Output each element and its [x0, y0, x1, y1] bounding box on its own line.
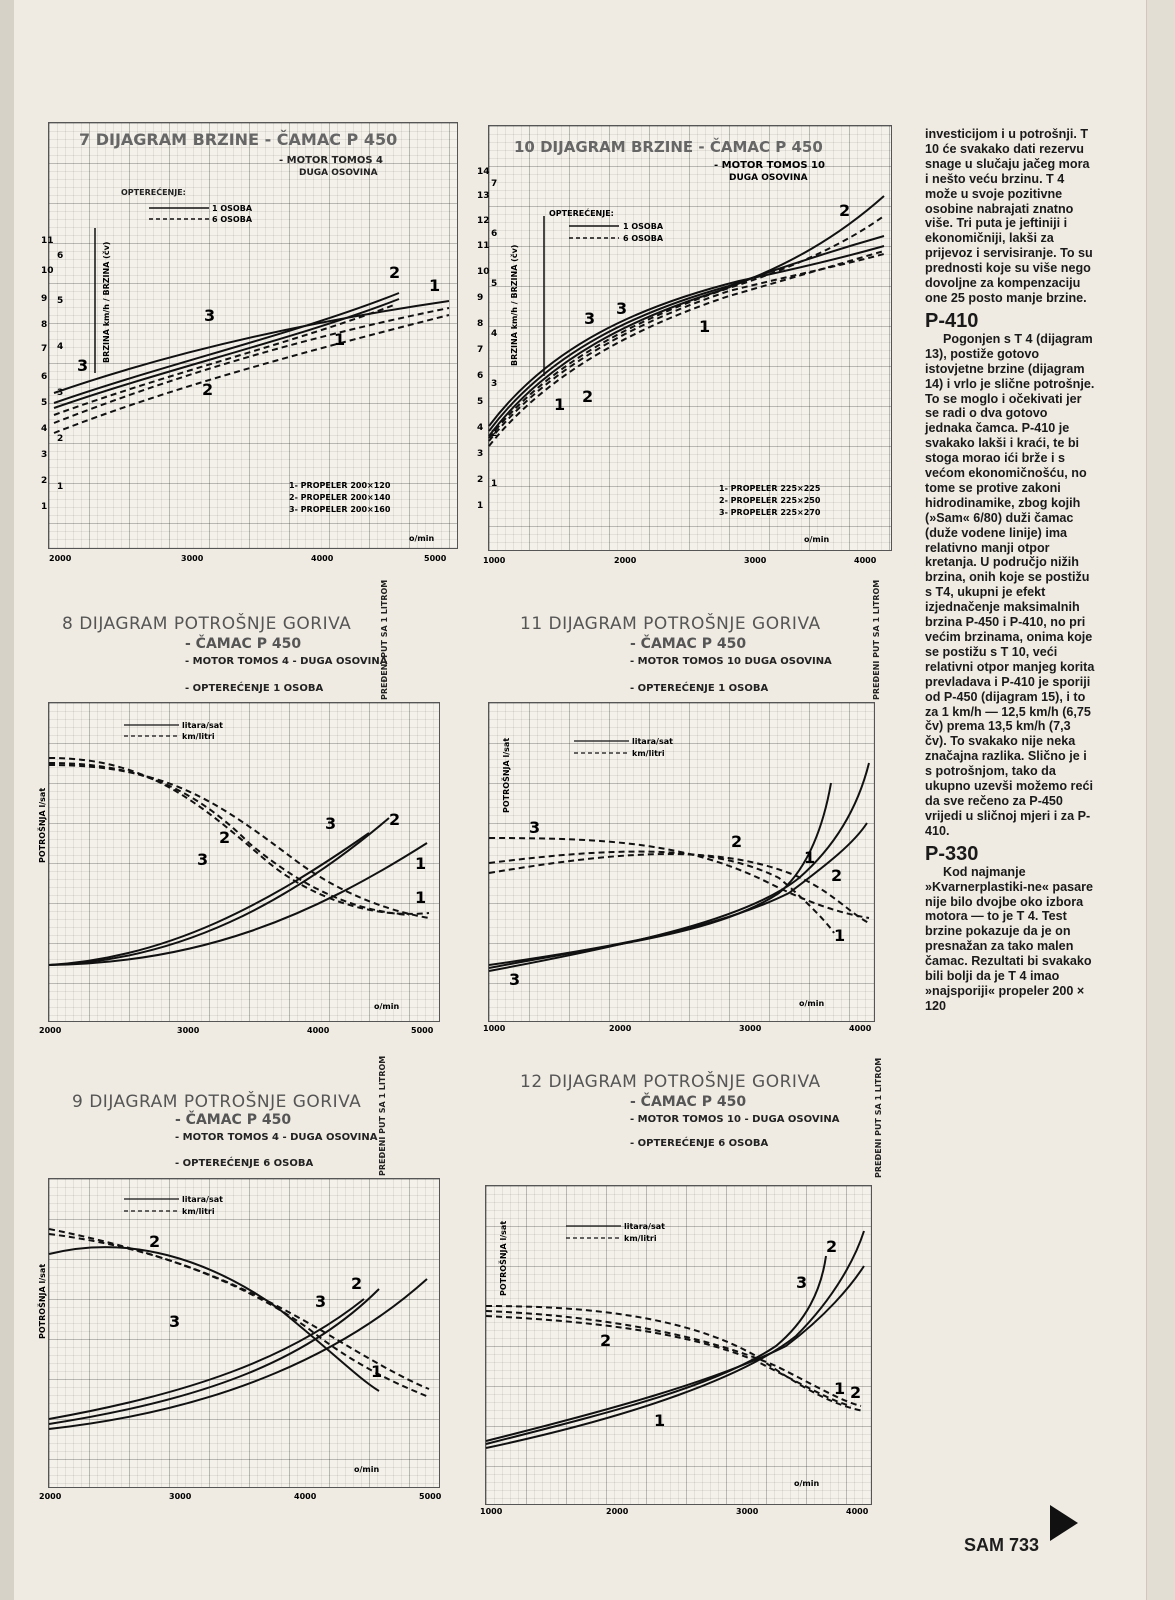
x-tick: 2000	[39, 1026, 62, 1035]
article-paragraph-2: Pogonjen s T 4 (dijagram 13), postiže gotovo istovjetne brzine (dijagram 14) i vrlo je slične potrošnje. To se moglo i očekivati jer se radi o dva gotovo jednaka čamca. P-410 je svakako lakši i kraći, te bi stoga morao ići brže i s većom ekonomičnošću, no tome se protive zakoni hidrodinamike, zbog kojih (»Sam« 6/80) duži čamac (duže vodene linije) ima relativno manji otpor kretanja. U područjo nižih brzina, onih koje se postižu s T4, ukupni je efekt izjednačenje maksimalnih brzina P-450 i P-410, no pri većim brzinama, onima koje se postižu s T 10, veći relativni otpor manjeg korita prevladava i P-410 je sporiji od P-450 (dijagram 15), i to za 1 km/h — 12,5 km/h (6,75 čv) prema 13,5 km/h (7,3 čv). To svakako nije neka značajna razlika. Slično je i s potrošnjom, tako da ukupno uzevši možemo reći da sve rečeno za P-450 vrijedi u sličnoj mjeri i za P-410.	[925, 331, 1095, 838]
article-column	[925, 127, 1095, 1014]
y-tick: 1	[477, 501, 484, 511]
y-tick: 10	[41, 266, 54, 276]
curve-label: 1	[415, 854, 427, 873]
curve-label: 1	[371, 1362, 383, 1381]
chart-9-ylabel-right: PREĐENI PUT SA 1 LITROM	[378, 1055, 387, 1176]
curve-label: 2	[149, 1232, 161, 1251]
chart-11-legend-2: km/litri	[632, 749, 665, 758]
curve-label: 3	[204, 306, 216, 325]
y-tick: 1	[41, 502, 48, 512]
chart-12-subtitle-1: - ČAMAC P 450	[630, 1094, 747, 1110]
y-tick: 7	[41, 344, 48, 354]
x-tick: 3000	[739, 1024, 762, 1033]
y-tick: 9	[41, 294, 48, 304]
chart-9-x-ticks	[39, 1492, 442, 1501]
x-tick: 2000	[614, 556, 637, 565]
chart-10-subtitle-2: DUGA OSOVINA	[729, 173, 808, 183]
chart-11-plot	[483, 703, 874, 1033]
propeler-label: 2- PROPELER 200×140	[289, 493, 391, 502]
chart-7-ylabel: BRZINA km/h / BRZINA (čv)	[102, 241, 111, 363]
chart-7-legend-2: 6 OSOBA	[212, 215, 253, 224]
x-tick: 2000	[606, 1507, 629, 1516]
series-line	[489, 246, 884, 426]
series-line	[489, 783, 831, 968]
x-tick: 1000	[483, 1024, 506, 1033]
curve-label: 3	[325, 814, 337, 833]
y-tick: 5	[41, 398, 48, 408]
series-line	[489, 196, 884, 436]
chart-10-x-unit: o/min	[804, 535, 830, 544]
series-line	[489, 216, 884, 438]
y-tick-kn: 6	[57, 251, 64, 261]
curve-label: 1	[804, 848, 816, 867]
y-tick-kn: 6	[491, 229, 498, 239]
page-edge	[0, 0, 14, 1600]
x-tick: 5000	[419, 1492, 442, 1501]
x-tick: 1000	[483, 556, 506, 565]
chart-9-x-unit: o/min	[354, 1465, 380, 1474]
chart-11-ylabel-left: POTROŠNJA l/sat	[502, 737, 511, 813]
chart-8-x-ticks	[39, 1026, 434, 1035]
y-tick-kn: 3	[57, 388, 64, 398]
chart-10-subtitle-1: - MOTOR TOMOS 10	[714, 160, 825, 171]
chart-10-legend-heading: OPTEREĆENJE:	[549, 209, 614, 218]
chart-10-ylabel: BRZINA km/h / BRZINA (čv)	[510, 244, 519, 366]
chart-11-fuel	[483, 702, 875, 1033]
x-tick: 5000	[424, 554, 447, 563]
series-line	[49, 758, 429, 914]
curve-label: 1	[699, 317, 711, 336]
curve-label: 2	[389, 263, 401, 282]
y-tick: 3	[477, 449, 484, 459]
y-tick: 6	[41, 372, 48, 382]
chart-9-series	[49, 1229, 429, 1429]
chart-12-legend-2: km/litri	[624, 1234, 657, 1243]
chart-11-title: 11 DIJAGRAM POTROŠNJE GORIVA	[520, 614, 821, 634]
x-tick: 3000	[744, 556, 767, 565]
x-tick: 2000	[49, 554, 72, 563]
series-line	[49, 1299, 364, 1419]
chart-9-plot	[38, 1179, 442, 1501]
y-tick: 6	[477, 371, 484, 381]
y-tick: 14	[477, 167, 490, 177]
x-tick: 1000	[480, 1507, 503, 1516]
x-tick: 4000	[854, 556, 877, 565]
page-margin	[1146, 0, 1175, 1600]
series-line	[49, 765, 429, 918]
chart-12-x-ticks	[480, 1507, 869, 1516]
chart-7-speed	[41, 122, 458, 563]
curve-label: 1	[654, 1411, 666, 1430]
chart-10-propellers	[719, 484, 821, 517]
chart-8-subtitle-2: - MOTOR TOMOS 4 - DUGA OSOVINA	[185, 656, 388, 667]
series-line	[489, 236, 884, 431]
curve-label: 2	[826, 1237, 838, 1256]
x-tick: 5000	[411, 1026, 434, 1035]
curve-label: 2	[600, 1331, 612, 1350]
x-tick: 4000	[294, 1492, 317, 1501]
curve-label: 2	[839, 201, 851, 220]
curve-label: 2	[202, 380, 214, 399]
x-tick: 2000	[609, 1024, 632, 1033]
chart-12-title: 12 DIJAGRAM POTROŠNJE GORIVA	[520, 1072, 821, 1092]
chart-7-plot	[41, 123, 457, 563]
chart-10-legend-1: 1 OSOBA	[623, 222, 664, 231]
series-line	[486, 1231, 864, 1448]
curve-label: 2	[850, 1383, 862, 1402]
series-line	[49, 1289, 379, 1424]
chart-10-y-ticks	[477, 167, 497, 511]
chart-8-subtitle-3: - OPTEREĆENJE 1 OSOBA	[185, 683, 324, 694]
chart-8-curve-labels	[197, 810, 426, 907]
x-tick: 4000	[846, 1507, 869, 1516]
curve-label: 3	[315, 1292, 327, 1311]
chart-9-subtitle-3: - OPTEREĆENJE 6 OSOBA	[175, 1158, 314, 1169]
curve-label: 3	[509, 970, 521, 989]
y-tick-kn: 2	[491, 429, 498, 439]
chart-7-series	[54, 293, 449, 433]
x-tick: 4000	[849, 1024, 872, 1033]
chart-7-x-unit: o/min	[409, 534, 435, 543]
y-tick: 7	[477, 345, 484, 355]
propeler-label: 1- PROPELER 200×120	[289, 481, 391, 490]
curve-label: 2	[831, 866, 843, 885]
chart-9-legend-1: litara/sat	[182, 1195, 223, 1204]
x-tick: 3000	[169, 1492, 192, 1501]
chart-12-subtitle-3: - OPTEREĆENJE 6 OSOBA	[630, 1138, 769, 1149]
y-tick-kn: 1	[491, 479, 498, 489]
propeler-label: 2- PROPELER 225×250	[719, 496, 821, 505]
curve-label: 2	[219, 828, 231, 847]
curve-label: 2	[582, 387, 594, 406]
chart-10-title: 10 DIJAGRAM BRZINE - ČAMAC P 450	[514, 138, 823, 156]
y-tick: 11	[41, 236, 54, 246]
chart-11-subtitle-2: - MOTOR TOMOS 10 DUGA OSOVINA	[630, 656, 832, 667]
y-tick: 8	[477, 319, 484, 329]
chart-10-x-ticks	[483, 556, 877, 565]
chart-10-curve-labels	[554, 201, 850, 414]
chart-8-legend-2: km/litri	[182, 732, 215, 741]
chart-10-series	[489, 196, 884, 446]
chart-8-ylabel-left: POTROŠNJA l/sat	[38, 787, 47, 863]
chart-7-title: 7 DIJAGRAM BRZINE - ČAMAC P 450	[79, 130, 398, 149]
curve-label: 3	[197, 850, 209, 869]
curve-label: 3	[77, 356, 89, 375]
curve-label: 2	[389, 810, 401, 829]
y-tick: 9	[477, 293, 484, 303]
y-tick: 13	[477, 191, 490, 201]
x-tick: 4000	[311, 554, 334, 563]
series-line	[49, 833, 369, 965]
curve-label: 3	[616, 299, 628, 318]
curve-label: 2	[731, 832, 743, 851]
chart-11-subtitle-1: - ČAMAC P 450	[630, 636, 747, 652]
propeler-label: 3- PROPELER 200×160	[289, 505, 391, 514]
propeler-label: 3- PROPELER 225×270	[719, 508, 821, 517]
series-line	[489, 852, 834, 933]
y-tick: 11	[477, 241, 490, 251]
series-line	[489, 251, 884, 446]
curve-label: 1	[834, 1379, 846, 1398]
y-tick-kn: 1	[57, 482, 64, 492]
curve-label: 1	[415, 888, 427, 907]
chart-9-subtitle-2: - MOTOR TOMOS 4 - DUGA OSOVINA	[175, 1132, 378, 1143]
article-paragraph-3: Kod najmanje »Kvarnerplastiki-ne« pasare nije bilo dvojbe oko izbora motora — to je T 4. Test brzine pokazuje da je on presnažan za tako malen čamac. Rezultati bi svakako bili bolji da je T 4 imao »najsporiji« propeler 200 × 120	[925, 864, 1094, 1013]
chart-12-x-unit: o/min	[794, 1479, 820, 1488]
chart-8-series	[49, 758, 429, 965]
chart-11-x-unit: o/min	[799, 999, 825, 1008]
y-tick-kn: 3	[491, 379, 498, 389]
chart-10-plot	[477, 126, 891, 565]
y-tick: 5	[477, 397, 484, 407]
x-tick: 4000	[307, 1026, 330, 1035]
chart-8-title: 8 DIJAGRAM POTROŠNJE GORIVA	[62, 614, 352, 634]
series-line	[486, 1266, 864, 1441]
y-tick: 2	[41, 476, 48, 486]
chart-11-curve-labels	[509, 818, 845, 989]
series-line	[486, 1316, 851, 1406]
chart-8-plot	[38, 703, 439, 1035]
chart-10-legend-2: 6 OSOBA	[623, 234, 664, 243]
curve-label: 3	[529, 818, 541, 837]
y-tick-kn: 4	[57, 342, 64, 352]
propeler-label: 1- PROPELER 225×225	[719, 484, 821, 493]
chart-11-x-ticks	[483, 1024, 872, 1033]
series-line	[54, 308, 449, 423]
chart-9-ylabel-left: POTROŠNJA l/sat	[38, 1263, 47, 1339]
series-line	[489, 823, 867, 965]
chart-7-propellers	[289, 481, 391, 514]
y-tick-kn: 7	[491, 179, 498, 189]
chart-8-fuel	[38, 702, 440, 1035]
curve-label: 3	[169, 1312, 181, 1331]
chart-12-series	[486, 1231, 864, 1448]
x-tick: 2000	[39, 1492, 62, 1501]
chart-8-x-unit: o/min	[374, 1002, 400, 1011]
chart-9-title: 9 DIJAGRAM POTROŠNJE GORIVA	[72, 1092, 362, 1112]
series-line	[489, 763, 869, 971]
x-tick: 3000	[181, 554, 204, 563]
y-tick: 4	[41, 424, 48, 434]
section-heading-p410: P-410	[925, 309, 979, 332]
chart-11-legend-1: litara/sat	[632, 737, 673, 746]
article-paragraph-1: investicijom i u potrošnji. T 10 će svakako dati rezervu snage u slučaju jačeg mora i nešto veću brzinu. T 4 može u svoje pozitivne osobine nabrajati znatno više. Tri puta je jeftiniji i ekonomičniji, lakši za prijevoz i servisiranje. To su prednosti koje su više nego dovoljne za kompenzaciju one 25 posto manje brzine.	[925, 127, 1093, 305]
curve-label: 1	[834, 926, 846, 945]
curve-label: 1	[334, 330, 346, 349]
chart-8-subtitle-1: - ČAMAC P 450	[185, 636, 302, 652]
curve-label: 1	[429, 276, 441, 295]
chart-8-legend-1: litara/sat	[182, 721, 223, 730]
chart-12-legend-1: litara/sat	[624, 1222, 665, 1231]
series-line	[489, 254, 884, 441]
chart-11-ylabel-right: PREĐENI PUT SA 1 LITROM	[872, 579, 881, 700]
chart-11-subtitle-3: - OPTEREĆENJE 1 OSOBA	[630, 683, 769, 694]
chart-8-ylabel-right: PREĐENI PUT SA 1 LITROM	[380, 579, 389, 700]
series-line	[49, 843, 427, 965]
y-tick: 8	[41, 320, 48, 330]
curve-label: 2	[351, 1274, 363, 1293]
chart-12-ylabel-right: PREĐENI PUT SA 1 LITROM	[874, 1057, 883, 1178]
continue-arrow-icon	[1050, 1505, 1078, 1541]
section-heading-p330: P-330	[925, 842, 979, 865]
chart-7-legend-heading: OPTEREĆENJE:	[121, 188, 186, 197]
curve-label: 3	[584, 309, 596, 328]
chart-7-subtitle-1: - MOTOR TOMOS 4	[279, 155, 384, 166]
y-tick: 10	[477, 267, 490, 277]
y-tick-kn: 4	[491, 329, 498, 339]
chart-11-series	[489, 763, 869, 971]
chart-12-subtitle-2: - MOTOR TOMOS 10 - DUGA OSOVINA	[630, 1114, 840, 1125]
chart-12-plot	[480, 1186, 871, 1516]
x-tick: 3000	[736, 1507, 759, 1516]
chart-7-y-ticks	[41, 236, 63, 512]
chart-7-subtitle-2: DUGA OSOVINA	[299, 168, 378, 178]
y-tick: 2	[477, 475, 484, 485]
chart-12-fuel	[480, 1185, 872, 1516]
y-tick: 4	[477, 423, 484, 433]
chart-9-fuel	[38, 1178, 442, 1501]
x-tick: 3000	[177, 1026, 200, 1035]
y-tick-kn: 5	[491, 279, 498, 289]
chart-9-subtitle-1: - ČAMAC P 450	[175, 1112, 292, 1128]
curve-label: 1	[554, 395, 566, 414]
curve-label: 3	[796, 1273, 808, 1292]
series-line	[49, 1279, 427, 1429]
page-footer: SAM 733	[964, 1535, 1040, 1555]
chart-12-ylabel-left: POTROŠNJA l/sat	[499, 1220, 508, 1296]
chart-7-legend-1: 1 OSOBA	[212, 204, 253, 213]
y-tick-kn: 5	[57, 296, 64, 306]
chart-9-legend-2: km/litri	[182, 1207, 215, 1216]
chart-7-x-ticks	[49, 554, 447, 563]
series-line	[49, 1247, 379, 1391]
y-tick: 3	[41, 450, 48, 460]
y-tick-kn: 2	[57, 434, 64, 444]
y-tick: 12	[477, 216, 490, 226]
chart-10-speed	[477, 125, 892, 565]
